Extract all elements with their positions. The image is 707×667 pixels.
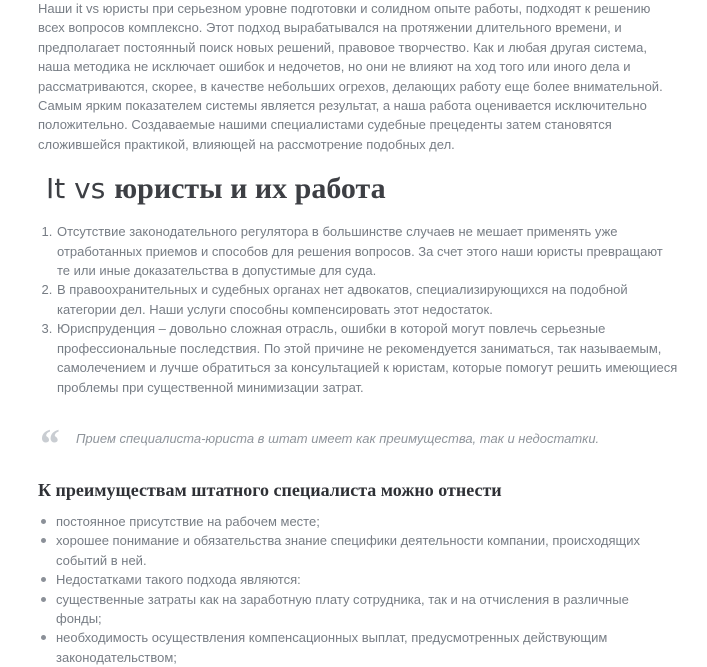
numbered-list-item: 2. В правоохранительных и судебных органах нет адвокатов, специализирующихся на подобной категории дел. Наши услуги способны компенсировать этот недостаток.: [56, 280, 678, 319]
bullet-list: [38, 512, 678, 667]
article-content: [38, 0, 678, 667]
intro-paragraph: Наши it vs юристы при серьезном уровне подготовки и солидном опыте работы, подходят к решению всех вопросов комплексно. Этот подход вырабатывался на протяжении длительного времени, и предполагает постоянный поиск новых решений, правовое творчество. Как и любая другая система, наша методика не исключает ошибок и недочетов, но они не влияют на ход того или иного дела и рассматриваются, скорее, в качестве небольших огрехов, делающих работу еще более внимательной. Самым ярким показателем системы является результат, а наша работа оценивается исключительно положительно. Создаваемые нашими специалистами судебные прецеденты затем становятся сложившейся практикой, влияющей на рассмотрение подобных дел.: [38, 1, 663, 152]
bullet-list-item: [56, 590, 678, 629]
bullet-list-item-text: Недостатками такого подхода являются:: [56, 572, 301, 588]
bullet-list-item: [56, 512, 678, 531]
bullet-list-item: [56, 570, 678, 589]
bullet-list-item-text: существенные затраты как на заработную плату сотрудника, так и на отчисления в различные фонды;: [56, 591, 629, 626]
numbered-list-item: 1. Отсутствие законодательного регулятора в большинстве случаев не мешает применять уже отработанных приемов и способов для решения вопросов. За счет этого наши юристы превращают те или иные доказательства в допустимые для суда.: [56, 222, 678, 280]
section-heading: [46, 168, 678, 210]
subsection-heading: К преимуществам штатного специалиста можно отнести: [38, 479, 502, 500]
bullet-dot-icon: [41, 519, 46, 524]
bullet-dot-icon: [41, 577, 46, 582]
numbered-list: [38, 222, 678, 397]
section-heading-prefix: It vs: [46, 172, 115, 206]
bullet-list-item: [56, 531, 678, 570]
bullet-dot-icon: [41, 538, 46, 543]
bullet-list-item-text: хорошее понимание и обязательства знание специфики деятельности компании, происходящих событий в ней.: [56, 533, 640, 568]
section-heading-rest: юристы и их работа: [114, 172, 386, 206]
quote-icon: “: [38, 421, 59, 468]
bullet-dot-icon: [41, 635, 46, 640]
bullet-list-item-text: необходимость осуществления компенсационных выплат, предусмотренных действующим законодательством;: [56, 630, 608, 665]
blockquote-text: Прием специалиста-юриста в штат имеет как преимущества, так и недостатки.: [76, 430, 600, 446]
bullet-dot-icon: [41, 597, 46, 602]
bullet-list-item: [56, 628, 678, 667]
bullet-list-item-text: постоянное присутствие на рабочем месте;: [56, 513, 320, 529]
numbered-list-item: 3. Юриспруденция – довольно сложная отрасль, ошибки в которой могут повлечь серьезные профессиональные последствия. По этой причине не рекомендуется заниматься, так называемым, самолечением и лучше обратиться за консультацией к юристам, которые помогут решить имеющиеся проблемы при существенной минимизации затрат.: [56, 319, 678, 397]
blockquote: [38, 421, 678, 468]
